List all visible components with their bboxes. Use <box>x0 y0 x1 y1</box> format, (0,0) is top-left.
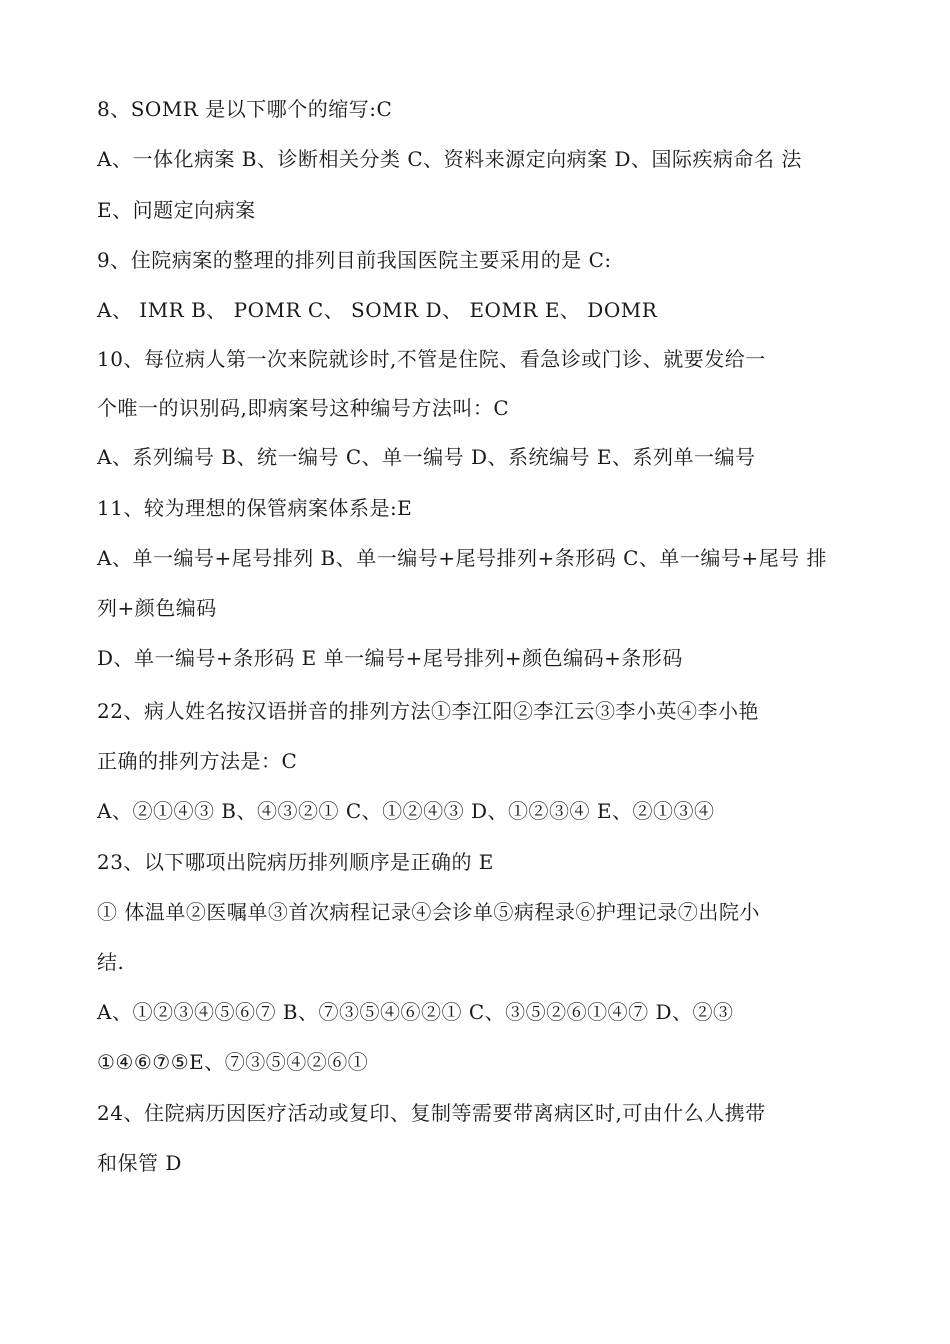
question-8-options: A、一体化病案 B、诊断相关分类 C、资料来源定向病案 D、国际疾病命名 法 <box>97 147 802 171</box>
question-23-options: A、①②③④⑤⑥⑦ B、⑦③⑤④⑥②① C、③⑤②⑥①④⑦ D、②③ <box>97 1000 734 1024</box>
question-23-items-cont: 结. <box>97 950 125 974</box>
question-11: 11、较为理想的保管病案体系是:E <box>97 496 413 520</box>
question-10-options: A、系列编号 B、统一编号 C、单一编号 D、系统编号 E、系列单一编号 <box>97 445 756 469</box>
question-10: 10、每位病人第一次来院就诊时,不管是住院、看急诊或门诊、就要发给一 <box>97 347 766 371</box>
question-10-cont: 个唯一的识别码,即病案号这种编号方法叫：C <box>97 396 510 420</box>
question-11-options-2: D、单一编号+条形码 E 单一编号+尾号排列+颜色编码+条形码 <box>97 646 683 670</box>
question-22-options: A、②①④③ B、④③②① C、①②④③ D、①②③④ E、②①③④ <box>97 799 715 823</box>
question-23: 23、以下哪项出院病历排列顺序是正确的 E <box>97 850 494 874</box>
question-9-options: A、 IMR B、 POMR C、 SOMR D、 EOMR E、 DOMR <box>97 298 658 322</box>
question-9: 9、住院病案的整理的排列目前我国医院主要采用的是 C: <box>97 248 612 272</box>
question-23-items: ① 体温单②医嘱单③首次病程记录④会诊单⑤病程录⑥护理记录⑦出院小 <box>97 900 760 924</box>
question-22-cont: 正确的排列方法是：C <box>97 749 298 773</box>
question-8: 8、SOMR 是以下哪个的缩写:C <box>97 97 393 121</box>
question-8-options-cont: E、问题定向病案 <box>97 198 256 222</box>
question-22: 22、病人姓名按汉语拼音的排列方法①李江阳②李江云③李小英④李小艳 <box>97 699 759 723</box>
question-24: 24、住院病历因医疗活动或复印、复制等需要带离病区时,可由什么人携带 <box>97 1101 766 1125</box>
question-23-options-cont: ①④⑥⑦⑤E、⑦③⑤④②⑥① <box>97 1050 369 1074</box>
question-24-cont: 和保管 D <box>97 1151 182 1175</box>
question-11-options: A、单一编号+尾号排列 B、单一编号+尾号排列+条形码 C、单一编号+尾号 排 <box>97 546 828 570</box>
question-11-options-cont: 列+颜色编码 <box>97 596 217 620</box>
